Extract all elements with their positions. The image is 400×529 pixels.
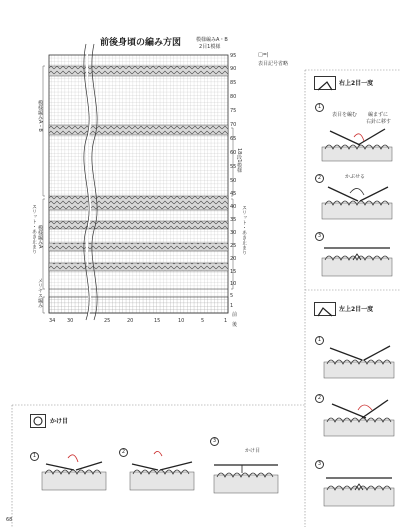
knit-illustration [322, 398, 397, 438]
panel-migi-ue [314, 76, 398, 90]
step-number: 2 [119, 448, 128, 457]
knit-illustration [320, 125, 395, 163]
page-number: 68 [6, 517, 13, 523]
pattern-ab-header: 模様編みA・B [196, 37, 228, 43]
row-number: 60 [230, 150, 237, 156]
knit-illustration [320, 183, 395, 221]
knit-illustration [128, 446, 198, 492]
row-number-column [230, 53, 242, 311]
row-number: 15 [230, 269, 237, 275]
row-number: 40 [230, 204, 237, 210]
step-number: 1 [30, 452, 39, 461]
step-number: 2 [315, 394, 324, 403]
step-note: 編まずに [368, 112, 389, 118]
knit-illustration [320, 240, 395, 278]
panel-title: かけ目 [50, 417, 69, 425]
col-number: 34 [49, 318, 56, 324]
row-number: 50 [230, 178, 237, 184]
step-note: 右針に移す [366, 119, 392, 125]
row-number: 80 [230, 94, 237, 100]
pattern-2x1-header: 2目1模様 [199, 44, 221, 50]
step-note: 表目を編む [332, 112, 358, 118]
right-label-repeat: 18段1模様 [236, 148, 242, 173]
back-marker: 後 [232, 322, 238, 328]
col-number: 10 [178, 318, 185, 324]
legend [258, 52, 288, 67]
step-number: 1 [315, 103, 324, 112]
step-number: 2 [315, 174, 324, 183]
diagram-title: 前後身頃の編み方図 [100, 38, 182, 48]
chart-grid [49, 44, 228, 320]
row-number: 95 [230, 53, 237, 59]
legend-text: 表目記号省略 [258, 61, 289, 67]
row-number: 85 [230, 80, 237, 86]
col-number: 15 [154, 318, 161, 324]
row-number: 55 [230, 164, 237, 170]
left-label-pattern-a: 模様編みA [37, 225, 43, 249]
col-number: 5 [201, 318, 205, 324]
panel-title: 左上2目一度 [339, 305, 374, 313]
row-number: 70 [230, 122, 237, 128]
left-label-slit: スリット・あき止まり [31, 204, 37, 254]
row-number: 1 [230, 303, 234, 309]
step-note: かぶせる [345, 174, 366, 180]
left-brackets [43, 66, 45, 313]
knit-illustration [322, 342, 397, 380]
row-number: 5 [230, 293, 234, 299]
step-number: 3 [210, 437, 219, 446]
step-number: 3 [315, 460, 324, 469]
row-number: 65 [230, 136, 237, 142]
col-number: 30 [67, 318, 74, 324]
step-number: 3 [315, 232, 324, 241]
row-number: 20 [230, 256, 237, 262]
left-label-menyasu: メリヤス編み [37, 278, 43, 308]
row-number: 10 [230, 281, 237, 287]
right-label-slit: スリット・あき止まり [241, 205, 247, 255]
panel-title: 右上2目一度 [339, 79, 374, 87]
row-number: 45 [230, 191, 237, 197]
right-decrease-icon [314, 76, 336, 90]
row-number: 75 [230, 108, 237, 114]
knit-illustration [40, 448, 110, 492]
col-number: 25 [104, 318, 111, 324]
knit-illustration [322, 468, 397, 508]
row-number: 90 [230, 66, 237, 72]
step-note: かけ目 [245, 448, 261, 454]
row-number: 25 [230, 243, 237, 249]
left-label-pattern-ab: 模様編みA・B [37, 100, 43, 132]
step-number: 1 [315, 336, 324, 345]
knit-illustration [212, 455, 282, 495]
row-number: 35 [230, 217, 237, 223]
col-number: 1 [224, 318, 228, 324]
left-decrease-icon [314, 302, 336, 316]
front-marker: 前 [232, 312, 238, 318]
panel-hidari-ue [314, 302, 398, 316]
legend-symbol: □=| [258, 52, 269, 58]
panel-kakeme [30, 414, 68, 428]
yarn-over-icon [30, 414, 46, 428]
col-number: 20 [127, 318, 134, 324]
row-number: 30 [230, 230, 237, 236]
